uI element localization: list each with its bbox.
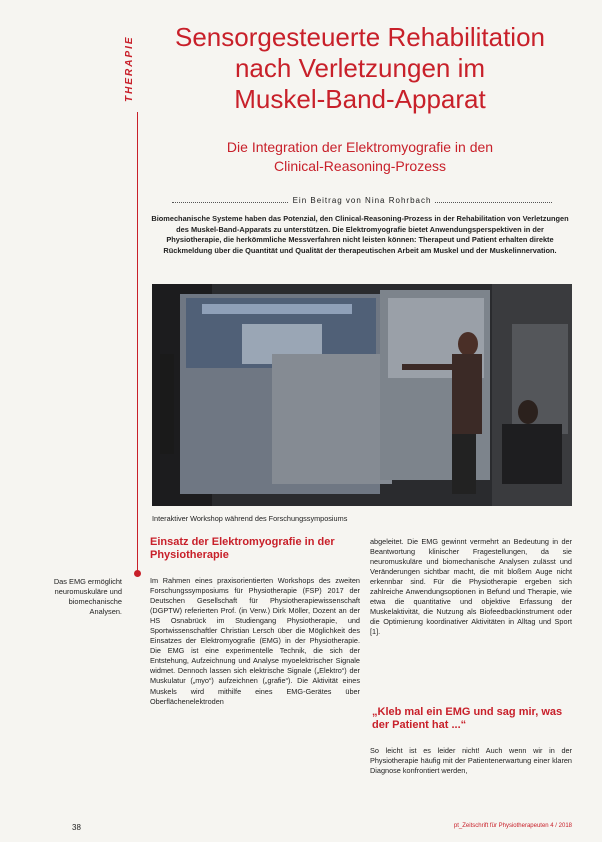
article-subtitle xyxy=(170,138,550,176)
photo-caption: Interaktiver Workshop während des Forschungssymposiums xyxy=(152,514,348,523)
section2-text: So leicht ist es leider nicht! Auch wenn wir in der Physiotherapie häufig mit der Patientenerwartung einer klaren Diagnose konfrontiert werden, xyxy=(370,746,572,776)
title-line-2: nach Verletzungen im xyxy=(234,53,486,83)
page-number: 38 xyxy=(72,823,81,832)
footer-journal: pt_Zeitschrift für Physiotherapeuten 4 / 2018 xyxy=(453,823,572,829)
photo-illustration xyxy=(152,284,572,506)
title-line-3: Muskel-Band-Apparat xyxy=(234,84,486,114)
section-rule-dot xyxy=(134,570,141,577)
byline xyxy=(172,196,552,208)
lead-paragraph: Biomechanische Systeme haben das Potenzial, den Clinical-Reasoning-Prozess in der Rehabilitation von Verletzungen des Muskel-Band-Apparats zu unterstützen. Die Elektromyografie bietet Anwendungsperspektiven in der Physiotherapie, die herkömmliche Messverfahren nicht leisten können: Therapeut und Patient erhalten direkte Rückmeldung über die Quantität und Qualität der therapeutischen Arbeit am Muskel und der Muskelinnervation. xyxy=(151,214,569,255)
article-title xyxy=(150,22,570,115)
section2-heading: „Kleb mal ein EMG und sag mir, was der Patient hat ...“ xyxy=(372,706,563,731)
title-line-1: Sensorgesteuerte Rehabilitation xyxy=(174,22,546,52)
section1-heading: Einsatz der Elektromyografie in der Physiotherapie xyxy=(150,536,335,561)
sidenote: Das EMG ermöglicht neuromuskuläre und biomechanische Analysen. xyxy=(53,577,122,616)
workshop-photo xyxy=(152,284,572,506)
section-rule xyxy=(137,112,138,572)
section1-continued-text: abgeleitet. Die EMG gewinnt vermehrt an Bedeutung in der Beantwortung klinischer Fragestellungen, da sie neuromuskuläre und biomechanische Analysen zulässt und Veränderungen sichtbar macht, die mit bloßem Auge nicht erkennbar sind. Für die Physiotherapie ergeben sich zahlreiche Anwendungsoptionen in Befund und Therapie, wie etwa die quantitative und objektive Erfassung der Muskelaktivität, die Nutzung als Biofeedbackinstrument oder die Optimierung koordinativer Aktivitäten in Alltag und Sport [1]. xyxy=(370,537,572,637)
subtitle-line-1: Die Integration der Elektromyografie in den xyxy=(226,139,494,155)
subtitle-line-2: Clinical-Reasoning-Prozess xyxy=(274,158,446,174)
section-label: THERAPIE xyxy=(124,35,135,102)
section-label-container xyxy=(124,22,138,102)
section1-text: Im Rahmen eines praxisorientierten Workshops des zweiten Forschungssymposiums für Physiotherapie (FSP) 2017 der Deutschen Gesellschaft für Physiotherapiewissenschaft (DGPTW) referierten Prof. (in Verw.) Dirk Möller, Dozent an der HS Osnabrück im Studiengang Physiotherapie, und Sportwissenschaftler Christian Lersch über die Möglichkeit des Einsatzes der Elektromyografie (EMG) in der Physiotherapie. Die EMG ist eine experimentelle Technik, die sich der Entstehung, Aufzeichnung und Analyse myoelektrischer Signale widmet. Dennoch lassen sich elektrische Signale („Elektro“) der Muskulatur („myo“) aufzeichnen („grafie“). Die Aktivität eines Muskels wird mithilfe eines EMG-Gerätes über Oberflächenelektroden xyxy=(150,576,360,706)
byline-text: Ein Beitrag von Nina Rohrbach xyxy=(289,196,436,205)
